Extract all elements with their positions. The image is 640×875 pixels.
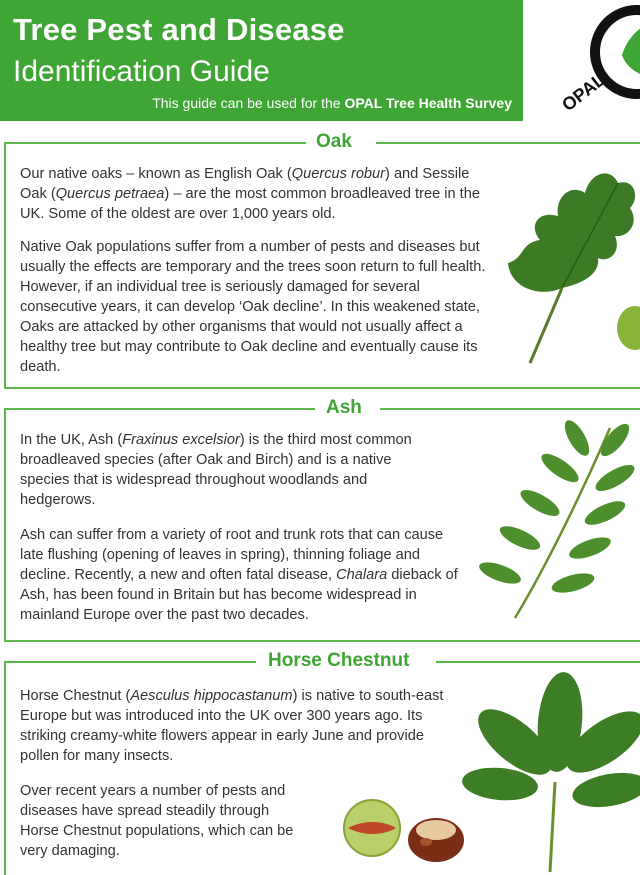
- horse-chestnut-leaf-image: [455, 672, 640, 873]
- guide-title: Tree Pest and Disease: [13, 12, 345, 47]
- ash-title-line-left: [4, 408, 315, 410]
- oak-intro-paragraph: Our native oaks – known as English Oak (Quercus robur) and Sessile Oak (Quercus petraea) – are the most common broadleaved tree in the UK. Some of the oldest are over 1,000 years old.: [20, 166, 480, 222]
- header-banner: [0, 0, 523, 121]
- ash-intro-paragraph: In the UK, Ash (Fraxinus excelsior) is the third most common broadleaved species (after Oak and Birch) and is a native species that is widespread throughout woodlands and hedgerows.: [20, 432, 412, 508]
- guide-subtitle: Identification Guide: [13, 55, 270, 88]
- guide-note-prefix: This guide can be used for the: [152, 95, 345, 111]
- oak-leaf-image: [500, 148, 640, 373]
- horse-chestnut-disease-paragraph: Over recent years a number of pests and diseases have spread steadily through Horse Chestnut populations, which can be very damaging.: [20, 783, 294, 859]
- opal-logo-text: OPAL: [558, 69, 609, 116]
- ash-title-line-right: [380, 408, 640, 410]
- ash-section-title: Ash: [326, 397, 362, 418]
- horse-chestnut-intro-paragraph: Horse Chestnut (Aesculus hippocastanum) is native to south-east Europe but was introduced into the UK over 300 years ago. Its striking creamy-white flowers appear in early June and provide pollen for many insects.: [20, 688, 444, 764]
- ash-disease-paragraph: Ash can suffer from a variety of root and trunk rots that can cause late flushing (opening of leaves in spring), thinning foliage and decline. Recently, a new and often fatal disease, Chalara dieback of Ash, has been found in Britain but has become widespread in mainland Europe over the past two decades.: [20, 527, 458, 623]
- oak-title-line-right: [376, 142, 640, 144]
- oak-decline-paragraph: Native Oak populations suffer from a number of pests and diseases but usually the effects are temporary and the trees soon return to full health. However, if an individual tree is seriously damaged for several consecutive years, it can develop ‘Oak decline’. In this weakened state, Oaks are attacked by other organisms that would not usually affect a healthy tree but may contribute to Oak decline and eventually cause its death.: [20, 239, 486, 375]
- oak-section-title: Oak: [316, 131, 352, 152]
- horse-chestnut-section-title: Horse Chestnut: [268, 650, 410, 671]
- guide-note-survey: OPAL Tree Health Survey: [344, 95, 512, 111]
- guide-note: [152, 95, 512, 111]
- opal-logo: [552, 0, 640, 130]
- horse-chestnut-title-line-right: [436, 661, 640, 663]
- oak-title-line-left: [4, 142, 306, 144]
- ash-leaf-image: [475, 418, 640, 623]
- conker-image: [338, 790, 473, 870]
- horse-chestnut-title-line-left: [4, 661, 256, 663]
